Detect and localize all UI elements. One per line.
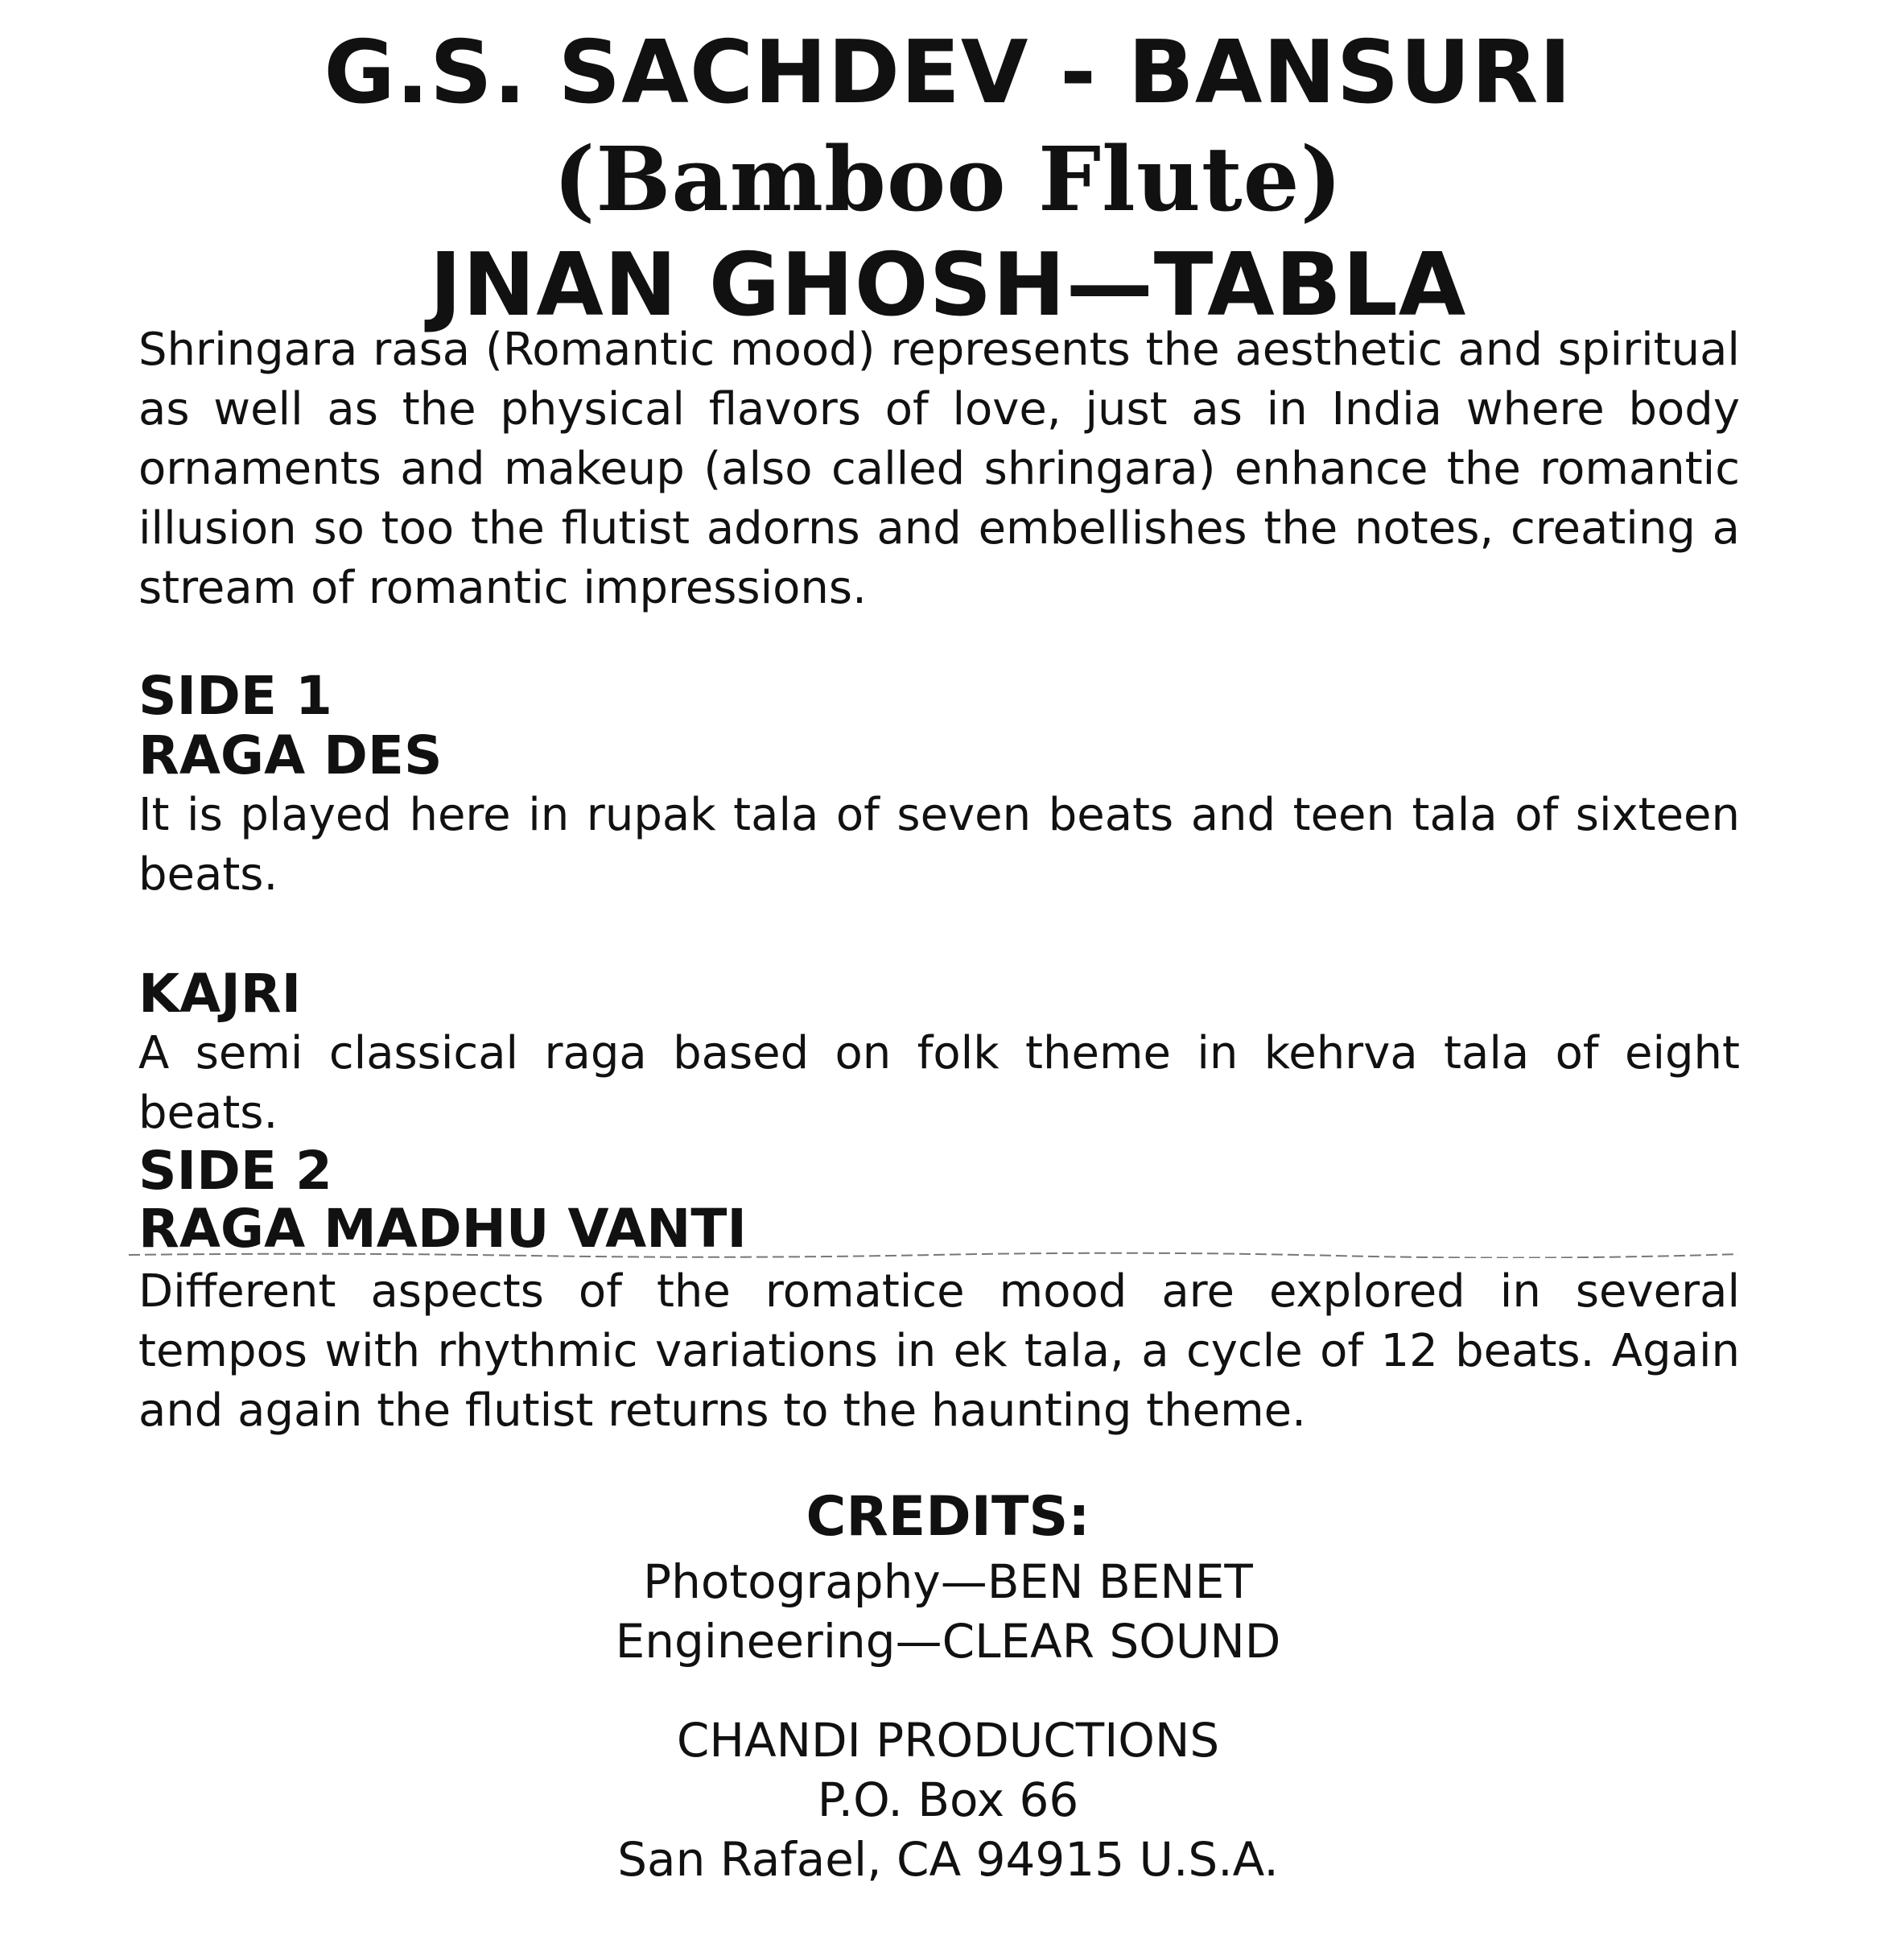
side1-track2-description: A semi classical raga based on folk theme in kehrva tala of eight beats.: [138, 1027, 1740, 1139]
side1-track2-title: KAJRI: [138, 963, 302, 1025]
side2-track1-description: Different aspects of the romatice mood are explored in several tempos with rhythmic variations in ek tala, a cycle of 12 beats. Again and again the flutist returns to the haunting theme.: [138, 1265, 1740, 1437]
credits-heading: CREDITS:: [806, 1485, 1090, 1549]
publisher-name: CHANDI PRODUCTIONS: [676, 1713, 1220, 1768]
publisher-po-box: P.O. Box 66: [817, 1772, 1079, 1827]
artist-title-line: G.S. SACHDEV - BANSURI: [324, 23, 1572, 123]
intro-paragraph: Shringara rasa (Romantic mood) represents the aesthetic and spiritual as well as the physical flavors of love, just as in India where body ornaments and makeup (also called shringara) enhance the romantic illusion so too the flutist adorns and embellishes the notes, creating a stream of romantic impressions.: [138, 324, 1740, 614]
accompanist-title-line: JNAN GHOSH—TABLA: [429, 235, 1467, 336]
publisher-city: San Rafael, CA 94915 U.S.A.: [617, 1832, 1279, 1887]
instrument-subtitle: (Bamboo Flute): [553, 127, 1343, 231]
side1-label: SIDE 1: [138, 665, 332, 727]
album-header: [0, 20, 1896, 339]
paper-tear-mark: [129, 1252, 1738, 1258]
credit-engineering: Engineering—CLEAR SOUND: [615, 1614, 1281, 1669]
publisher-address: [0, 1710, 1896, 1889]
side1-track1-title: RAGA DES: [138, 724, 443, 786]
credit-photography: Photography—BEN BENET: [643, 1554, 1253, 1609]
side2-label: SIDE 2: [138, 1140, 332, 1202]
credits-list: [0, 1552, 1896, 1671]
side2-track1-title: RAGA MADHU VANTI: [138, 1198, 747, 1260]
side1-track1-description: It is played here in rupak tala of seven beats and teen tala of sixteen beats.: [138, 789, 1740, 901]
